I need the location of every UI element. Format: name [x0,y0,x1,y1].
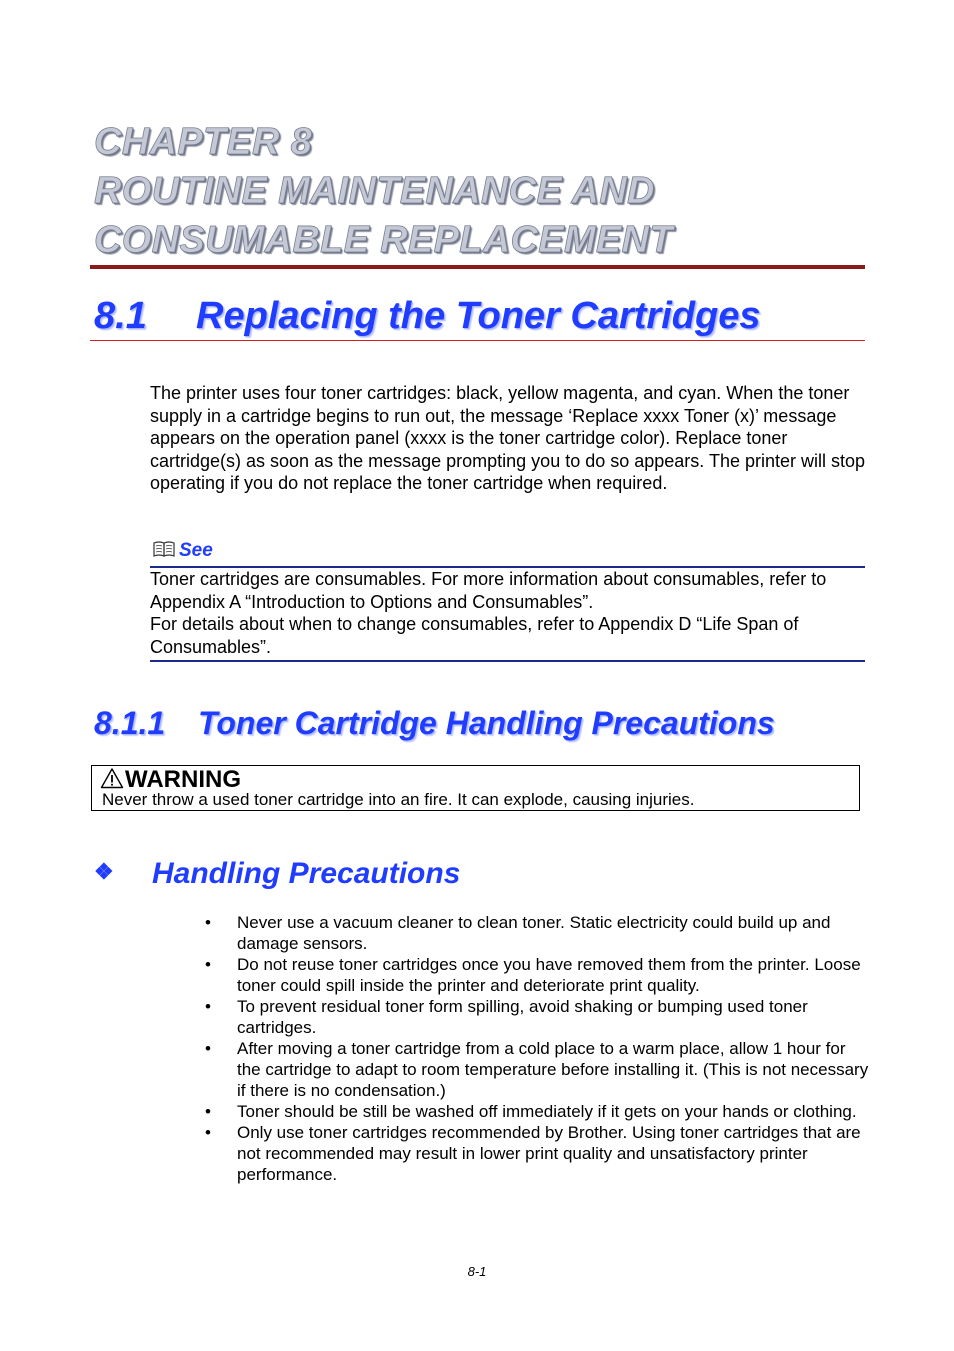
warning-label: WARNING [125,766,241,793]
see-note-paragraph: Toner cartridges are consumables. For more information about consumables, refer to Appendix A “Introduction to Options and Consumables”. [150,569,827,612]
see-label: See [179,540,213,561]
chapter-title-line: ROUTINE MAINTENANCE AND [94,170,655,212]
see-note-paragraph: For details about when to change consumables, refer to Appendix D “Life Span of Consumables”. [150,614,799,657]
precautions-list [205,912,870,1185]
subsection-number: 8.1.1 [94,705,166,741]
see-note-bottom-rule [150,660,865,662]
warning-box [91,765,860,811]
list-item: • To prevent residual toner form spilling, avoid shaking or bumping used toner cartridges. [205,996,870,1038]
see-note-heading [152,539,213,563]
section-divider [90,340,865,341]
subsection-title: Toner Cartridge Handling Precautions [198,705,775,741]
handling-title: Handling Precautions [152,857,461,890]
chapter-title [94,118,874,265]
warning-triangle-icon [100,767,124,789]
section-title: Replacing the Toner Cartridges [196,295,761,337]
subsection-heading [94,702,775,744]
chapter-title-line: CHAPTER 8 [94,121,313,163]
see-note-body [150,568,865,658]
page-number: 8-1 [467,1264,487,1279]
section-number: 8.1 [94,295,147,337]
list-item: • Do not reuse toner cartridges once you have removed them from the printer. Loose toner could spill inside the printer and deteriorate print quality. [205,954,870,996]
warning-text: Never throw a used toner cartridge into an fire. It can explode, causing injuries. [102,790,695,809]
list-item: • Only use toner cartridges recommended by Brother. Using toner cartridges that are not recommended may result in lower print quality and unsatisfactory printer performance. [205,1122,870,1185]
list-item: • Toner should be still be washed off immediately if it gets on your hands or clothing. [205,1101,870,1122]
section-heading [94,293,760,339]
handling-heading [94,852,460,894]
chapter-divider [90,265,865,269]
intro-paragraph: The printer uses four toner cartridges: black, yellow magenta, and cyan. When the toner supply in a cartridge begins to run out, the message ‘Replace xxxx Toner (x)’ message appears on the operation panel (xxxx is the toner cartridge color). Replace toner cartridge(s) as soon as the message prompting you to do so appears. The printer will stop operating if you do not replace the toner cartridge when required. [150,383,866,493]
list-item: • Never use a vacuum cleaner to clean toner. Static electricity could build up and damage sensors. [205,912,870,954]
list-item: • After moving a toner cartridge from a cold place to a warm place, allow 1 hour for the cartridge to adapt to room temperature before installing it. (This is not necessary if there is no condensation.) [205,1038,870,1101]
four-diamond-icon: ❖ [94,859,114,884]
chapter-title-line: CONSUMABLE REPLACEMENT [94,219,673,261]
book-icon [152,540,176,558]
